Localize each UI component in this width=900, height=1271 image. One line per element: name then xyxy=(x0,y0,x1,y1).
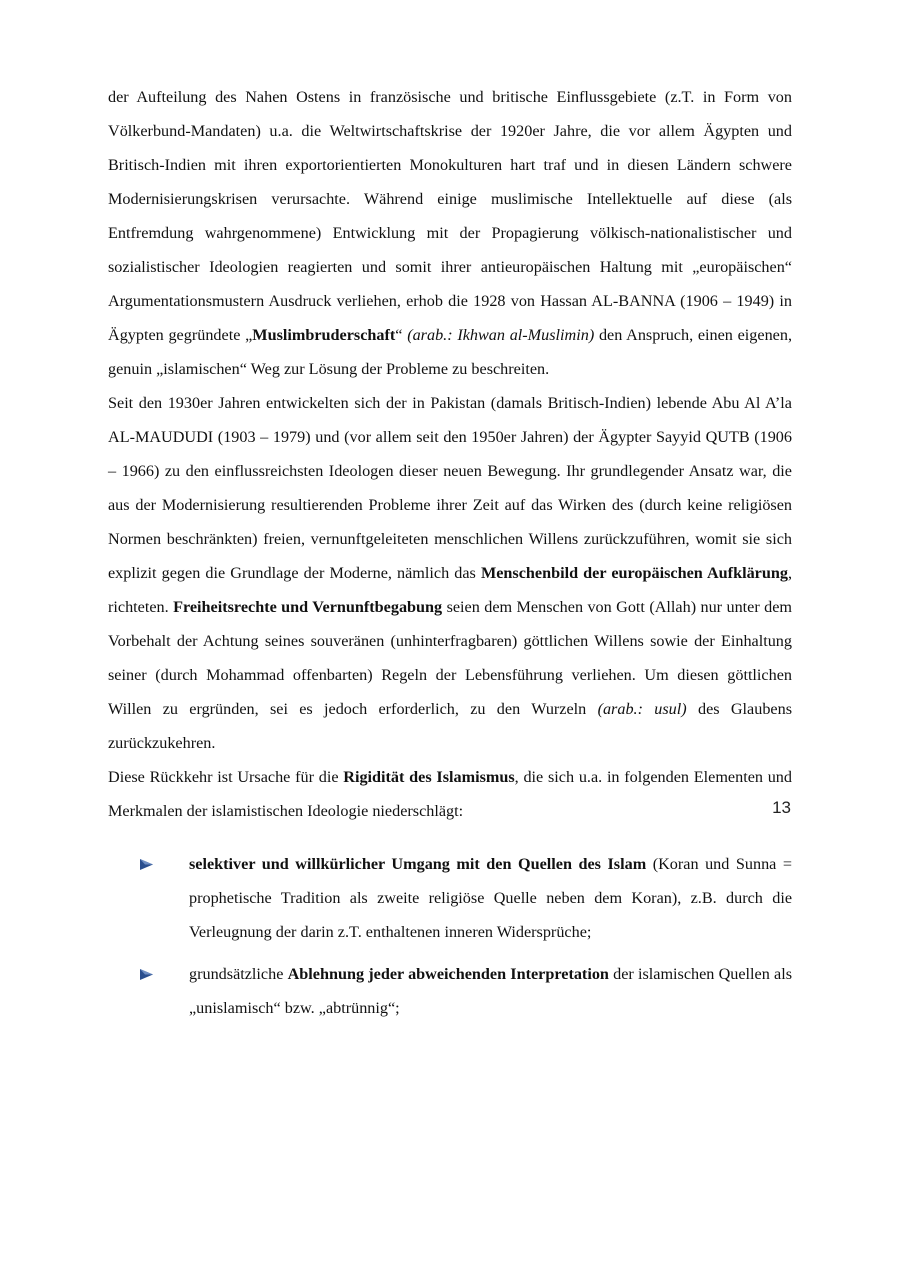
b2-seg-2: der islamischen Quellen als „unislamisch“ bzw. „abtrünnig“; xyxy=(189,965,792,1017)
b2-seg-0: grundsätzliche xyxy=(189,965,288,983)
p1-seg-4: den Anspruch, einen eigenen, genuin „islamischen“ Weg zur Lösung der Probleme zu beschreiten. xyxy=(108,326,793,378)
p2-seg-3: Freiheitsrechte und Vernunftbegabung xyxy=(173,598,443,616)
paragraph-3 xyxy=(108,760,792,828)
bullet-item-2 xyxy=(108,957,792,1025)
b1-seg-1: (Koran und Sunna = prophetische Tradition als zweite religiöse Quelle neben dem Koran), z.B. durch die Verleugnung der darin z.T. enthaltenen inneren Widersprüche; xyxy=(189,855,792,941)
p2-seg-2: , richteten. xyxy=(108,564,792,616)
p2-seg-5: (arab.: usul) xyxy=(597,700,687,718)
paragraph-2 xyxy=(108,386,792,760)
bullet-list xyxy=(108,847,792,1025)
p2-seg-0: Seit den 1930er Jahren entwickelten sich der in Pakistan (damals Britisch-Indien) lebende Abu Al A’la AL-MAUDUDI (1903 – 1979) und (vor allem seit den 1950er Jahren) der Ägypter Sayyid QUTB (1906 – 1966) zu den einflussreichsten Ideologen dieser neuen Bewegung. Ihr grundlegender Ansatz war, die aus der Modernisierung resultierenden Probleme ihrer Zeit auf das Wirken des (durch keine religiösen Normen beschränkten) freien, vernunftgeleiteten menschlichen Willens zurückzuführen, womit sie sich explizit gegen die Grundlage der Moderne, nämlich das xyxy=(108,394,792,582)
p3-seg-0: Diese Rückkehr ist Ursache für die xyxy=(108,768,344,786)
triangle-bullet-icon xyxy=(139,968,154,981)
p3-seg-1: Rigidität des Islamismus xyxy=(343,768,515,786)
page-body xyxy=(108,80,792,1033)
triangle-bullet-icon xyxy=(139,858,154,871)
p2-seg-1: Menschenbild der europäischen Aufklärung xyxy=(480,564,788,582)
p1-seg-0: der Aufteilung des Nahen Ostens in französische und britische Einflussgebiete (z.T. in Form von Völkerbund-Mandaten) u.a. die Weltwirtschaftskrise der 1920er Jahre, die vor allem Ägypten und Britisch-Indien mit ihren exportorientierten Monokulturen hart traf und in diesen Ländern schwere Modernisierungskrisen verursachte. Während einige muslimische Intellektuelle auf diese (als Entfremdung wahrgenommene) Entwicklung mit der Propagierung völkisch-nationalistischer und sozialistischer Ideologien reagierten und somit ihrer antieuropäischen Haltung mit „europäischen“ Argumentationsmustern Ausdruck verliehen, erhob die 1928 von Hassan AL-BANNA (1906 – 1949) in Ägypten gegründete „ xyxy=(108,88,792,344)
p1-seg-1: Muslimbruderschaft xyxy=(252,326,396,344)
page-number: 13 xyxy=(772,798,791,817)
b1-seg-0: selektiver und willkürlicher Umgang mit den Quellen des Islam xyxy=(189,855,647,873)
p1-seg-2: “ xyxy=(395,326,408,344)
p1-seg-3: (arab.: Ikhwan al-Muslimin) xyxy=(407,326,595,344)
paragraph-1 xyxy=(108,80,792,386)
bullet-item-1 xyxy=(108,847,792,949)
b2-seg-1: Ablehnung jeder abweichenden Interpretation xyxy=(287,965,609,983)
p3-seg-2: , die sich u.a. in folgenden Elementen und Merkmalen der islamistischen Ideologie niederschlägt: xyxy=(108,768,792,820)
p2-seg-6: des Glaubens zurückzukehren. xyxy=(108,700,792,752)
p2-seg-4: seien dem Menschen von Gott (Allah) nur unter dem Vorbehalt der Achtung seines souveränen (unhinterfragbaren) göttlichen Willens sowie der Einhaltung seiner (durch Mohammad offenbarten) Regeln der Lebensführung verliehen. Um diesen göttlichen Willen zu ergründen, sei es jedoch erforderlich, zu den Wurzeln xyxy=(108,598,793,718)
